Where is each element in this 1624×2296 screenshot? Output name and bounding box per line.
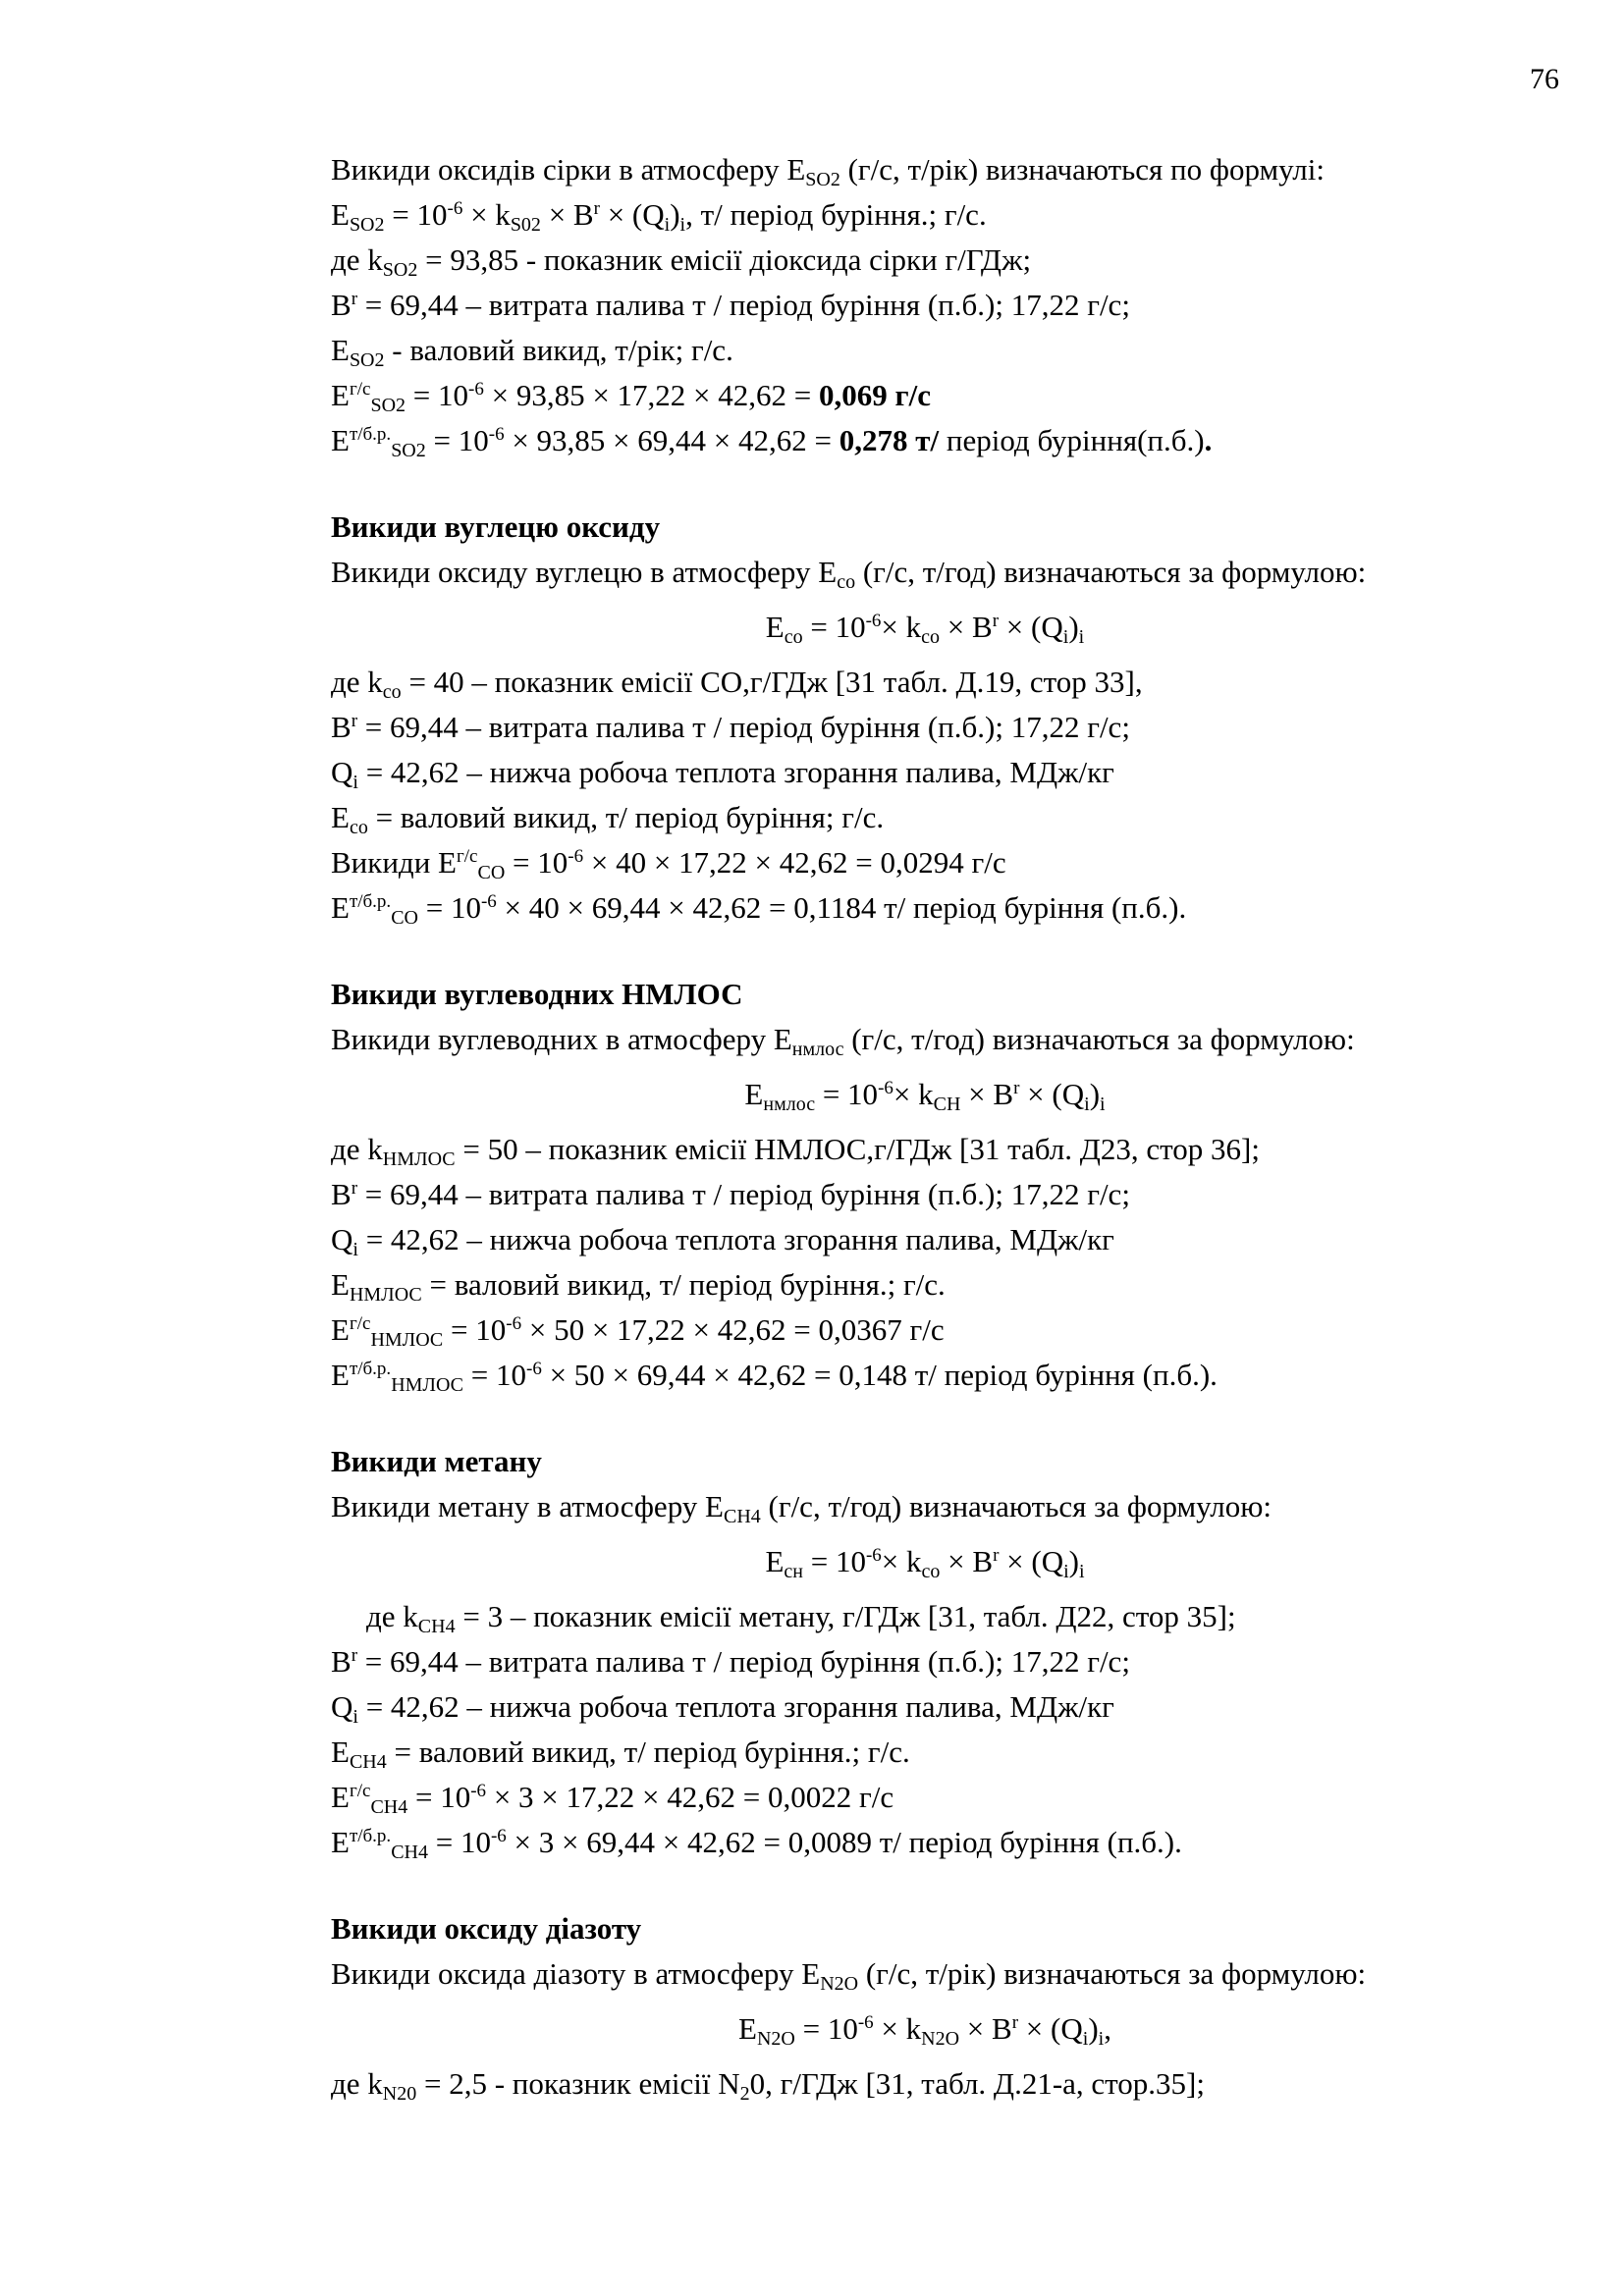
ch4-intro: Викиди метану в атмосферу $E_{CH4}$ (г/с, т/год) визначаються за формулою: [331, 1489, 1272, 1527]
so2-calc-period: $E^{т/б.р.}_{SO2} = 10^{-6} \times 93,85 \times 69,44 \times 42,62 = 0,278$ т/ період буріння(п.б.). [331, 423, 1213, 461]
ch4-formula: $E_{сн} = 10^{-6}\times k_{co} \times B^r \times (Q_i)_i$ [765, 1544, 1085, 1582]
nmvoc-intro: Викиди вуглеводних в атмосферу $E_{нмлос}$ (г/с, т/год) визначаються за формулою: [331, 1022, 1355, 1060]
nmvoc-q-definition: $Q_i = 42,62$ – нижча робоча теплота згорання палива, МДж/кг [331, 1222, 1114, 1260]
ch4-calc-period: $E^{т/б.р.}_{CH4} = 10^{-6} \times 3 \times 69,44 \times 42,62 = 0,0089$ т/ період буріння (п.б.). [331, 1825, 1182, 1863]
co-calc-gs: Викиди $E^{г/с}_{CO} = 10^{-6} \times 40 \times 17,22 \times 42,62 = 0,0294$ г/с [331, 845, 1006, 883]
co-heading: Викиди вуглецю оксиду [331, 509, 661, 544]
co-intro: Викиди оксиду вуглецю в атмосферу $E_{co}$ (г/с, т/год) визначаються за формулою: [331, 555, 1367, 593]
ch4-heading: Викиди метану [331, 1444, 542, 1478]
nmvoc-e-definition: $E_{НМЛОС}$ = валовий викид, т/ період буріння.; г/с. [331, 1267, 946, 1306]
ch4-q-definition: $Q_i = 42,62$ – нижча робоча теплота згорання палива, МДж/кг [331, 1689, 1114, 1728]
nmvoc-b-definition: $B^r = 69,44$ – витрата палива т / період буріння (п.б.); 17,22 г/с; [331, 1177, 1130, 1211]
co-e-definition: $E_{co}$ = валовий викид, т/ період буріння; г/с. [331, 800, 885, 838]
ch4-k-definition: де $k_{CH4} = 3$ – показник емісії метану, г/ГДж [31, табл. Д22, стор 35]; [366, 1599, 1236, 1637]
n2o-formula: $E_{N2O} = 10^{-6} \times k_{N2O} \times B^r \times (Q_i)_i$, [738, 2011, 1111, 2050]
ch4-e-definition: $E_{CH4}$ = валовий викид, т/ період буріння.; г/с. [331, 1735, 910, 1773]
co-k-definition: де $k_{co} = 40$ – показник емісії CO,г/ГДж [31 табл. Д.19, стор 33], [331, 665, 1143, 703]
n2o-heading: Викиди оксиду діазоту [331, 1911, 642, 1946]
nmvoc-calc-period: $E^{т/б.р.}_{НМЛОС} = 10^{-6} \times 50 \times 69,44 \times 42,62 = 0,148$ т/ період буріння (п.б.). [331, 1358, 1218, 1396]
ch4-calc-gs: $E^{г/с}_{CH4} = 10^{-6} \times 3 \times 17,22 \times 42,62 = 0,0022$ г/с [331, 1780, 894, 1818]
so2-calc-gs: $E^{г/с}_{SO2} = 10^{-6} \times 93,85 \times 17,22 \times 42,62 = 0,069$ г/с [331, 378, 931, 416]
so2-e-definition: $E_{SO2}$ - валовий викид, т/рік; г/с. [331, 333, 733, 371]
so2-b-definition: $B^r = 69,44$ – витрата палива т / період буріння (п.б.); 17,22 г/с; [331, 288, 1130, 322]
n2o-k-definition: де $k_{N20} = 2,5$ - показник емісії $N_20$, г/ГДж [31, табл. Д.21-а, стор.35]; [331, 2066, 1205, 2105]
co-b-definition: $B^r = 69,44$ – витрата палива т / період буріння (п.б.); 17,22 г/с; [331, 710, 1130, 744]
nmvoc-formula: $E_{нмлос} = 10^{-6}\times k_{CH} \times B^r \times (Q_i)_i$ [744, 1077, 1106, 1115]
so2-intro: Викиди оксидів сірки в атмосферу $E_{SO2}$ (г/с, т/рік) визначаються по формулі: [331, 152, 1325, 190]
co-formula: $E_{co} = 10^{-6}\times k_{co} \times B^r \times (Q_i)_i$ [765, 610, 1085, 648]
nmvoc-k-definition: де $k_{НМЛОС} = 50$ – показник емісії НМЛОС,г/ГДж [31 табл. Д23, стор 36]; [331, 1132, 1260, 1170]
so2-k-definition: де $k_{SO2} = 93,85$ - показник емісії діоксида сірки г/ГДж; [331, 242, 1032, 281]
ch4-b-definition: $B^r = 69,44$ – витрата палива т / період буріння (п.б.); 17,22 г/с; [331, 1644, 1130, 1679]
nmvoc-calc-gs: $E^{г/с}_{НМЛОС} = 10^{-6} \times 50 \times 17,22 \times 42,62 = 0,0367$ г/с [331, 1312, 945, 1351]
page-number: 76 [1530, 63, 1559, 95]
nmvoc-heading: Викиди вуглеводних НМЛОС [331, 977, 743, 1011]
n2o-intro: Викиди оксида діазоту в атмосферу $E_{N2O}$ (г/с, т/рік) визначаються за формулою: [331, 1956, 1367, 1995]
document-body [331, 147, 1558, 2107]
co-calc-period: $E^{т/б.р.}_{CO} = 10^{-6} \times 40 \times 69,44 \times 42,62 = 0,1184$ т/ період буріння (п.б.). [331, 890, 1187, 929]
co-q-definition: $Q_i = 42,62$ – нижча робоча теплота згорання палива, МДж/кг [331, 755, 1114, 793]
so2-formula: $E_{SO2} = 10^{-6} \times k_{S02} \times B^r \times (Q_i)_i$, т/ період буріння.; г/с. [331, 197, 987, 236]
